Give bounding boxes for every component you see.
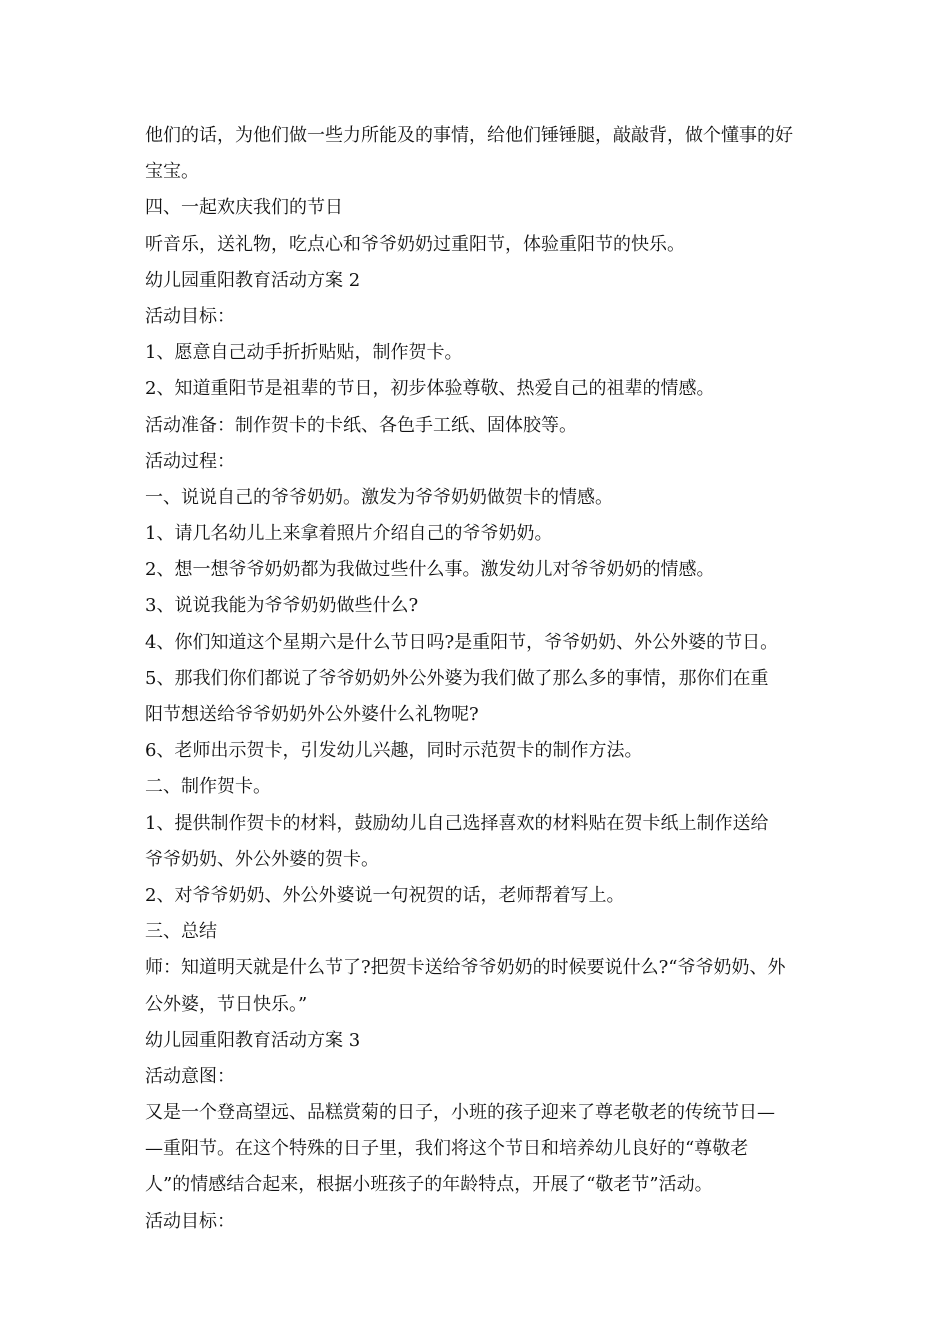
list-item: 5、那我们你们都说了爷爷奶奶外公外婆为我们做了那么多的事情，那你们在重 [145, 667, 769, 689]
paragraph-line: 他们的话，为他们做一些力所能及的事情，给他们锤锤腿，敲敲背，做个懂事的好 [145, 125, 793, 146]
list-item: 1、提供制作贺卡的材料，鼓励幼儿自己选择喜欢的材料贴在贺卡纸上制作送给 [145, 812, 769, 834]
paragraph-line: 又是一个登高望远、品糕赏菊的日子，小班的孩子迎来了尊老敬老的传统节日— [145, 1102, 775, 1124]
list-item: 2、对爷爷奶奶、外公外婆说一句祝贺的话，老师帮着写上。 [145, 884, 625, 906]
paragraph-line: 宝宝。 [145, 161, 199, 183]
section-label: 活动意图： [145, 1065, 235, 1087]
paragraph-line: 爷爷奶奶、外公外婆的贺卡。 [145, 848, 379, 870]
section-heading: 四、一起欢庆我们的节日 [145, 197, 343, 219]
paragraph-line: 阳节想送给爷爷奶奶外公外婆什么礼物呢? [145, 704, 479, 725]
section-label: 活动目标： [145, 305, 235, 327]
paragraph-line: 人”的情感结合起来，根据小班孩子的年龄特点，开展了“敬老节”活动。 [145, 1174, 713, 1196]
plan-title: 幼儿园重阳教育活动方案 3 [145, 1029, 361, 1051]
section-heading: 二、制作贺卡。 [145, 776, 271, 798]
paragraph-line: 听音乐，送礼物，吃点心和爷爷奶奶过重阳节，体验重阳节的快乐。 [145, 233, 685, 255]
section-label: 活动过程： [145, 450, 235, 472]
section-heading: 一、说说自己的爷爷奶奶。激发为爷爷奶奶做贺卡的情感。 [145, 486, 613, 508]
section-label: 活动目标： [145, 1210, 235, 1232]
document-page [145, 118, 810, 1240]
list-item: 1、请几名幼儿上来拿着照片介绍自己的爷爷奶奶。 [145, 523, 553, 545]
list-item: 6、老师出示贺卡，引发幼儿兴趣，同时示范贺卡的制作方法。 [145, 740, 643, 762]
list-item: 1、愿意自己动手折折贴贴，制作贺卡。 [145, 342, 463, 364]
list-item: 2、想一想爷爷奶奶都为我做过些什么事。激发幼儿对爷爷奶奶的情感。 [145, 559, 715, 581]
paragraph-line: —重阳节。在这个特殊的日子里，我们将这个节日和培养幼儿良好的“尊敬老 [145, 1138, 749, 1160]
paragraph-line: 师：知道明天就是什么节了?把贺卡送给爷爷奶奶的时候要说什么?“爷爷奶奶、外 [145, 957, 786, 979]
paragraph-line: 公外婆，节日快乐。” [145, 993, 308, 1015]
list-item: 3、说说我能为爷爷奶奶做些什么? [145, 595, 419, 617]
section-heading: 三、总结 [145, 921, 217, 943]
list-item: 4、你们知道这个星期六是什么节日吗?是重阳节，爷爷奶奶、外公外婆的节日。 [145, 631, 779, 653]
list-item: 2、知道重阳节是祖辈的节日，初步体验尊敬、热爱自己的祖辈的情感。 [145, 378, 715, 400]
plan-title: 幼儿园重阳教育活动方案 2 [145, 269, 361, 291]
paragraph-line: 活动准备：制作贺卡的卡纸、各色手工纸、固体胶等。 [145, 414, 577, 436]
